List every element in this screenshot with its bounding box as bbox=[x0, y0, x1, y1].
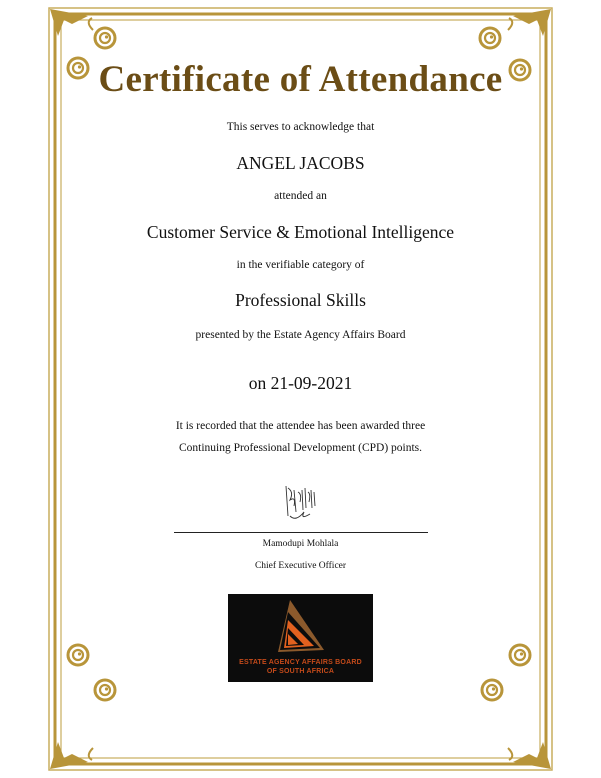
signature-image bbox=[280, 482, 320, 524]
signatory-title: Chief Executive Officer bbox=[254, 561, 347, 571]
signature-line bbox=[174, 532, 428, 533]
intro-text: This serves to acknowledge that bbox=[226, 121, 375, 133]
category-intro: in the verifiable category of bbox=[236, 259, 365, 271]
eaab-logo bbox=[228, 594, 373, 682]
course-name: Customer Service & Emotional Intelligence bbox=[146, 222, 455, 242]
attendance-date: on 21-09-2021 bbox=[248, 373, 353, 393]
cpd-text-line1: It is recorded that the attendee has been awarded three bbox=[175, 420, 426, 432]
cpd-text-line2: Continuing Professional Development (CPD) points. bbox=[178, 442, 423, 454]
presenter-text: presented by the Estate Agency Affairs Board bbox=[195, 329, 406, 341]
certificate-title: Certificate of Attendance bbox=[98, 59, 503, 100]
category-name: Professional Skills bbox=[235, 290, 366, 310]
attendee-name: ANGEL JACOBS bbox=[236, 153, 365, 173]
signatory-name: Mamodupi Mohlala bbox=[262, 539, 339, 549]
logo-text-line2: OF SOUTH AFRICA bbox=[266, 668, 335, 675]
logo-text-line1: ESTATE AGENCY AFFAIRS BOARD bbox=[239, 659, 362, 666]
attended-text: attended an bbox=[274, 190, 327, 202]
